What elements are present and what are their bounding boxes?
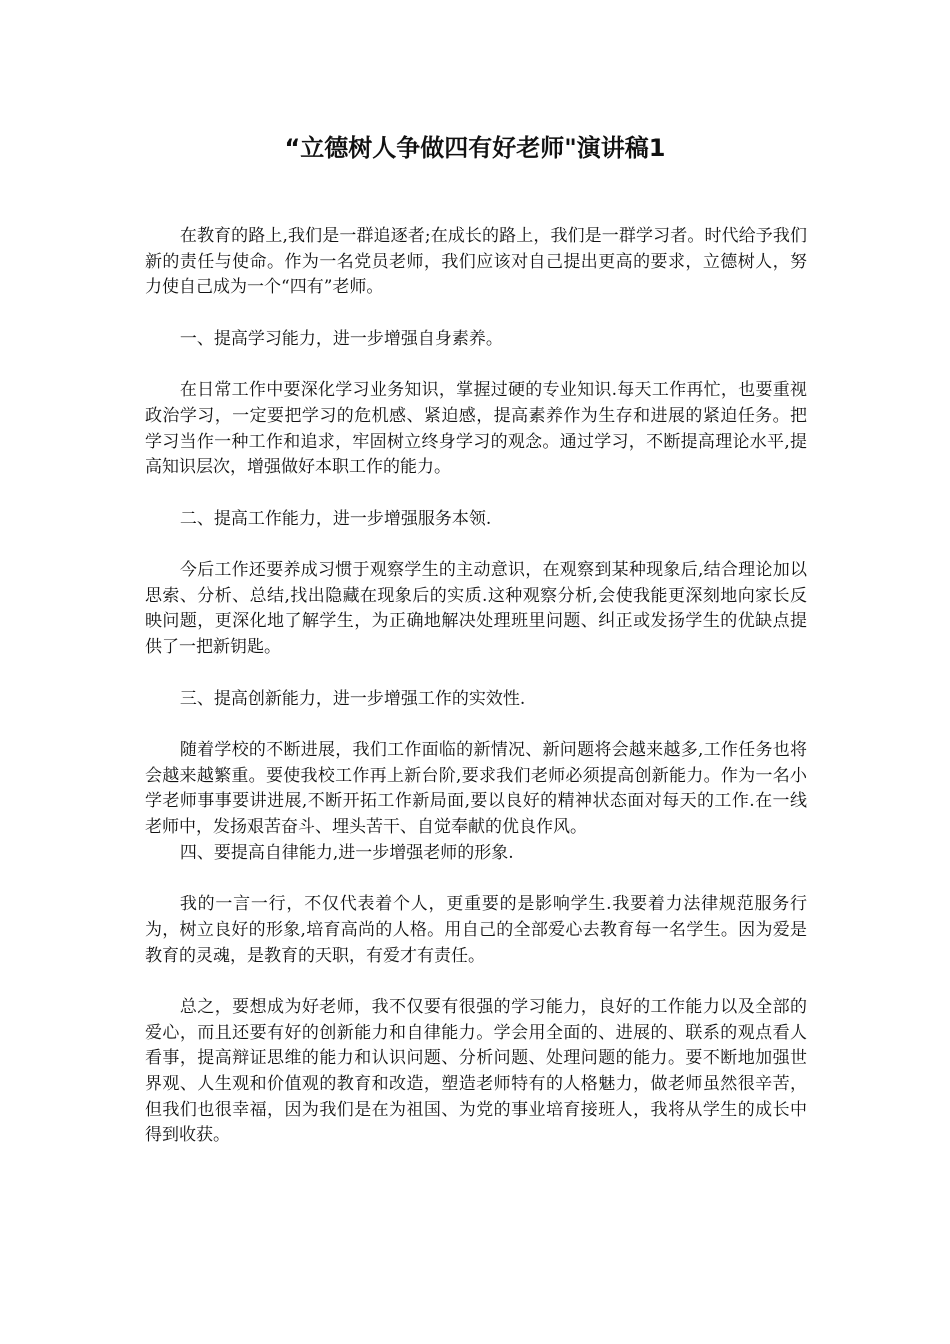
paragraph-gap: [145, 481, 807, 507]
paragraph-intro: 在教育的路上,我们是一群追逐者;在成长的路上，我们是一群学习者。时代给予我们新的责任与使命。作为一名党员老师，我们应该对自己提出更高的要求，立德树人，努力使自己成为一个“四有”老师。: [145, 226, 807, 298]
paragraph-gap: [145, 866, 807, 892]
paragraph-gap: [145, 532, 807, 558]
heading-self-discipline: 四、要提高自律能力,进一步增强老师的形象.: [179, 842, 514, 863]
paragraph-conclusion: 总之，要想成为好老师，我不仅要有很强的学习能力，良好的工作能力以及全部的爱心，而且还要有好的创新能力和自律能力。学会用全面的、进展的、联系的观点看人看事，提高辩证思维的能力和认识问题、分析问题、处理问题的能力。要不断地加强世界观、人生观和价值观的教育和改造，塑造老师特有的人格魅力，做老师虽然很辛苦，但我们也很幸福，因为我们是在为祖国、为党的事业培育接班人，我将从学生的成长中得到收获。: [145, 996, 807, 1146]
document-title: “立德树人争做四有好老师"演讲稿1: [284, 134, 666, 162]
paragraph-innovation: 随着学校的不断进展，我们工作面临的新情况、新问题将会越来越多,工作任务也将会越来越繁重。要使我校工作再上新台阶,要求我们老师必须提高创新能力。作为一名小学老师事事要讲进展,不断开拓工作新局面,要以良好的精神状态面对每天的工作.在一线老师中，发扬艰苦奋斗、埋头苦干、自觉奉献的优良作风。: [145, 739, 807, 838]
paragraph-gap: [145, 353, 807, 379]
paragraph-gap: [145, 969, 807, 995]
paragraph-self-discipline: 我的一言一行，不仅代表着个人，更重要的是影响学生.我要着力法律规范服务行为，树立良好的形象,培育高尚的人格。用自己的全部爱心去教育每一名学生。因为爱是教育的灵魂，是教育的天职，有爱才有责任。: [145, 894, 807, 966]
heading-work-ability: 二、提高工作能力，进一步增强服务本领.: [179, 508, 492, 529]
heading-innovation-ability: 三、提高创新能力，进一步增强工作的实效性.: [179, 688, 526, 709]
paragraph-gap: [145, 712, 807, 738]
paragraph-learning: 在日常工作中要深化学习业务知识，掌握过硬的专业知识.每天工作再忙，也要重视政治学习，一定要把学习的危机感、紧迫感，提高素养作为生存和进展的紧迫任务。把学习当作一种工作和追求，牢固树立终身学习的观念。通过学习，不断提高理论水平,提高知识层次，增强做好本职工作的能力。: [145, 380, 807, 478]
paragraph-gap: [145, 661, 807, 687]
paragraph-gap: [145, 301, 807, 327]
heading-learning-ability: 一、提高学习能力，进一步增强自身素养。: [179, 328, 503, 349]
document-body: [145, 224, 807, 1149]
paragraph-work: 今后工作还要养成习惯于观察学生的主动意识，在观察到某种现象后,结合理论加以思索、分析、总结,找出隐藏在现象后的实质.这种观察分析,会使我能更深刻地向家长反映问题，更深化地了解学生，为正确地解决处理班里问题、纠正或发扬学生的优缺点提供了一把新钥匙。: [145, 560, 807, 658]
